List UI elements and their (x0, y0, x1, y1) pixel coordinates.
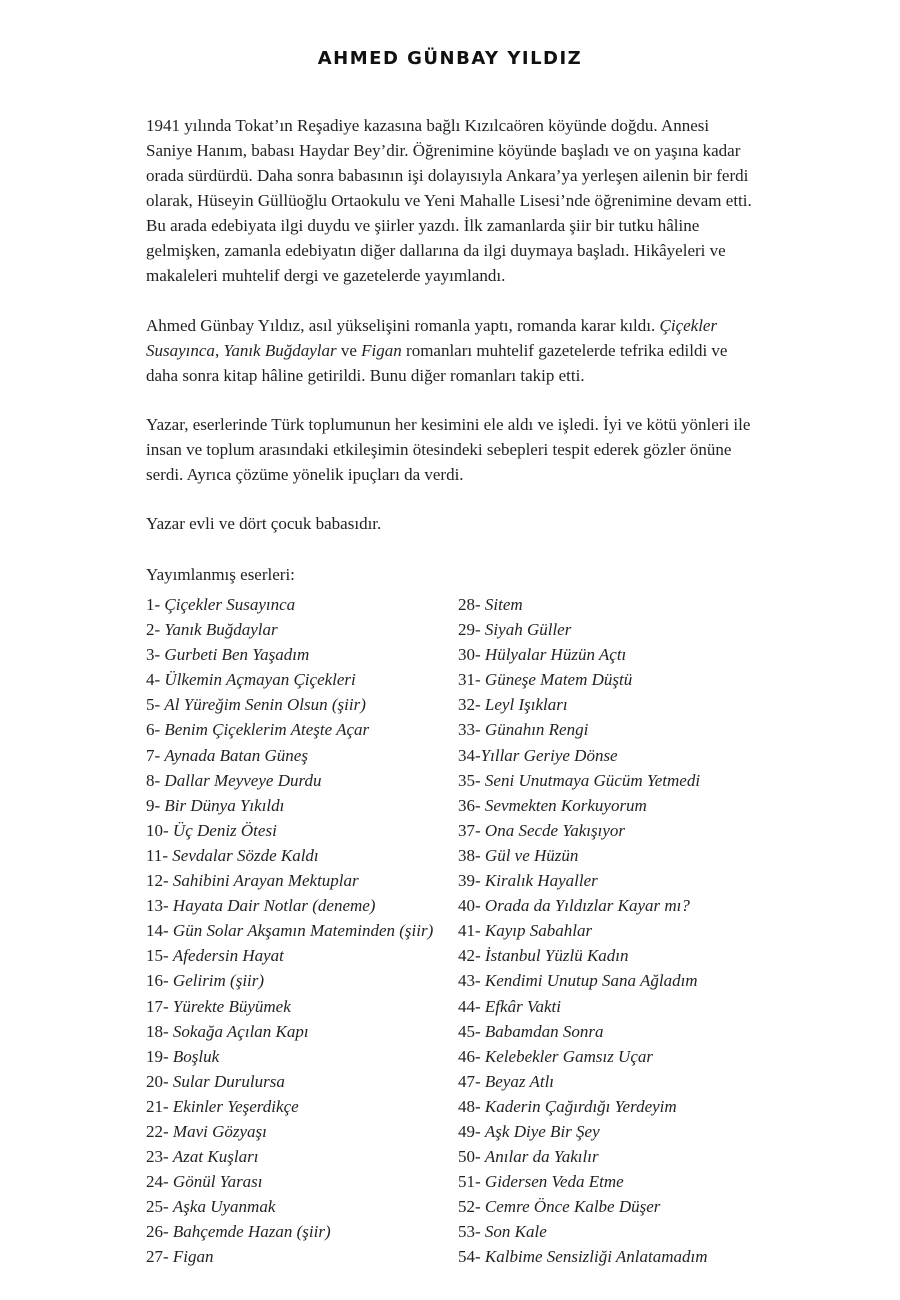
work-item (146, 893, 446, 918)
work-number: 15- (146, 946, 173, 966)
work-item (458, 1119, 778, 1144)
work-item (458, 692, 778, 717)
work-number: 48- (458, 1096, 485, 1116)
work-item (146, 717, 446, 742)
work-number: 47- (458, 1071, 485, 1091)
work-number: 10- (146, 820, 173, 840)
work-title: Aşk Diye Bir Şey (484, 1121, 600, 1141)
work-title: Al Yüreğim Senin Olsun (şiir) (164, 695, 366, 715)
work-item (458, 768, 778, 793)
work-number: 9- (146, 795, 165, 815)
work-item (146, 692, 446, 717)
work-item (458, 943, 778, 968)
work-title: Güneşe Matem Düştü (484, 670, 633, 690)
bio-p2-text-a: Ahmed Günbay Yıldız, asıl yükselişini romanla yaptı, romanda karar kıldı. (146, 316, 660, 335)
work-title: Günahın Rengi (484, 720, 589, 740)
work-number: 35- (458, 770, 485, 790)
work-item (458, 893, 778, 918)
work-title: Anılar da Yakılır (484, 1147, 599, 1167)
work-title: Hayata Dair Notlar (deneme) (172, 896, 376, 916)
work-title: Gönül Yarası (172, 1172, 263, 1192)
work-item (458, 1169, 778, 1194)
work-item (146, 617, 446, 642)
work-item (458, 793, 778, 818)
bio-p2-sep-2: ve (336, 341, 362, 360)
work-number: 7- (146, 745, 165, 765)
work-item (146, 994, 446, 1019)
work-number: 39- (458, 871, 485, 891)
work-number: 29- (458, 620, 485, 640)
work-title: Figan (172, 1247, 214, 1267)
work-title: Kalbime Sensizliği Anlatamadım (484, 1247, 708, 1267)
work-number: 23- (146, 1147, 173, 1167)
work-item (146, 1044, 446, 1069)
work-item (458, 818, 778, 843)
work-number: 6- (146, 720, 165, 740)
work-title: Boşluk (172, 1046, 220, 1066)
work-item (458, 1019, 778, 1044)
work-number: 40- (458, 896, 485, 916)
work-item (146, 1244, 446, 1269)
bio-p2-sep-1: , (214, 341, 224, 360)
work-number: 37- (458, 820, 485, 840)
work-item (146, 1094, 446, 1119)
work-title: Siyah Güller (484, 620, 572, 640)
work-number: 34- (458, 745, 481, 765)
work-title: Aynada Batan Güneş (164, 745, 308, 765)
work-title: Mavi Gözyaşı (172, 1121, 267, 1141)
work-number: 3- (146, 645, 165, 665)
work-title: Gül ve Hüzün (484, 845, 579, 865)
work-number: 24- (146, 1172, 173, 1192)
work-title: Hülyalar Hüzün Açtı (484, 645, 627, 665)
work-title: Gelirim (şiir) (172, 971, 265, 991)
work-item (146, 918, 446, 943)
work-item (458, 592, 778, 617)
work-title: Kendimi Unutup Sana Ağladım (484, 971, 698, 991)
work-item (146, 743, 446, 768)
work-title: Kelebekler Gamsız Uçar (484, 1046, 653, 1066)
work-title: Yanık Buğdaylar (164, 620, 278, 640)
work-title: Sokağa Açılan Kapı (172, 1021, 309, 1041)
work-item (146, 1194, 446, 1219)
work-item (146, 1069, 446, 1094)
work-title: Aşka Uyanmak (172, 1197, 276, 1217)
bio-paragraph-4: Yazar evli ve dört çocuk babasıdır. (146, 514, 382, 533)
work-number: 19- (146, 1046, 173, 1066)
work-item (146, 592, 446, 617)
work-number: 1- (146, 595, 165, 614)
work-title: Dallar Meyveye Durdu (164, 770, 322, 790)
works-heading: Yayımlanmış eserleri: (146, 565, 295, 584)
work-number: 31- (458, 670, 485, 690)
works-list-left (146, 592, 446, 1270)
work-number: 51- (458, 1172, 485, 1192)
work-item (458, 1069, 778, 1094)
work-item (458, 717, 778, 742)
works-list-right (458, 592, 778, 1270)
work-item (458, 1194, 778, 1219)
work-item (458, 1244, 778, 1269)
bio-paragraph-2 (146, 313, 758, 388)
work-number: 53- (458, 1222, 485, 1242)
work-title: Bahçemde Hazan (şiir) (172, 1222, 331, 1242)
work-number: 17- (146, 996, 173, 1016)
work-item (146, 968, 446, 993)
work-item (146, 868, 446, 893)
work-number: 2- (146, 620, 165, 640)
work-title: Çiçekler Susayınca (164, 595, 296, 614)
bio-p2-novel-3: Figan (361, 341, 402, 360)
work-title: Efkâr Vakti (484, 996, 561, 1016)
work-number: 4- (146, 670, 165, 690)
work-item (458, 968, 778, 993)
work-title: Ülkemin Açmayan Çiçekleri (164, 670, 356, 690)
page-title: AHMED GÜNBAY YILDIZ (317, 48, 583, 69)
work-title: Orada da Yıldızlar Kayar mı? (484, 896, 690, 916)
work-number: 16- (146, 971, 173, 991)
work-title: Kaderin Çağırdığı Yerdeyim (484, 1096, 677, 1116)
work-number: 21- (146, 1096, 173, 1116)
work-number: 22- (146, 1121, 173, 1141)
work-item (146, 818, 446, 843)
work-title: Sevdalar Sözde Kaldı (172, 845, 319, 865)
work-number: 8- (146, 770, 165, 790)
work-item (458, 617, 778, 642)
work-item (458, 1044, 778, 1069)
work-title: Benim Çiçeklerim Ateşte Açar (164, 720, 370, 740)
work-number: 38- (458, 845, 485, 865)
work-number: 46- (458, 1046, 485, 1066)
work-title: Seni Unutmaya Gücüm Yetmedi (484, 770, 701, 790)
work-title: Gurbeti Ben Yaşadım (164, 645, 310, 665)
work-item (146, 1219, 446, 1244)
work-title: Ona Secde Yakışıyor (484, 820, 625, 840)
work-number: 42- (458, 946, 485, 966)
bio-paragraph-1: 1941 yılında Tokat’ın Reşadiye kazasına bağlı Kızılcaören köyünde doğdu. Annesi Saniye Hanım, babası Haydar Bey’dir. Öğrenimine köyünde başladı ve on yaşına kadar orada sürdürdü. Daha sonra babasının işi dolayısıyla Ankara’ya yerleşen ailenin bir ferdi olarak, Hüseyin Güllüoğlu Ortaokulu ve Yeni Mahalle Lisesi’nde öğrenimine devam etti. Bu arada edebiyata ilgi duydu ve şiirler yazdı. İlk zamanlarda şiir bir tutku hâline gelmişken, zamanla edebiyatın diğer dallarına da ilgi duymaya başladı. Hikâyeleri ve makaleleri muhtelif dergi ve gazetelerde yayımlandı. (146, 116, 752, 285)
work-title: Leyl Işıkları (484, 695, 568, 715)
work-item (146, 642, 446, 667)
work-item (146, 843, 446, 868)
work-title: İstanbul Yüzlü Kadın (484, 946, 629, 966)
work-number: 52- (458, 1197, 485, 1217)
work-number: 50- (458, 1147, 485, 1167)
work-number: 43- (458, 971, 485, 991)
work-title: Beyaz Atlı (484, 1071, 555, 1091)
work-number: 14- (146, 921, 173, 941)
bio-p2-text-g: romanları muhtelif gazetelerde tefrika edildi ve daha sonra kitap hâline getirildi. Bunu diğer romanları takip etti. (146, 341, 728, 385)
work-number: 33- (458, 720, 485, 740)
work-item (458, 743, 778, 768)
work-item (146, 1144, 446, 1169)
work-number: 18- (146, 1021, 173, 1041)
work-number: 12- (146, 871, 173, 891)
work-title: Yıllar Geriye Dönse (480, 745, 618, 765)
bio-paragraph-3: Yazar, eserlerinde Türk toplumunun her kesimini ele aldı ve işledi. İyi ve kötü yönleri ile insan ve toplum arasındaki etkileşimin ötesindeki sebepleri tespit ederek gözler önüne serdi. Ayrıca çözüme yönelik ipuçları da verdi. (146, 415, 751, 484)
work-number: 11- (146, 845, 173, 865)
work-number: 20- (146, 1071, 173, 1091)
work-title: Afedersin Hayat (172, 946, 284, 966)
bio-p2-novel-2: Yanık Buğdaylar (223, 341, 337, 360)
work-title: Üç Deniz Ötesi (172, 820, 277, 840)
work-number: 27- (146, 1247, 173, 1267)
work-item (146, 943, 446, 968)
work-title: Gün Solar Akşamın Mateminden (şiir) (172, 921, 434, 941)
work-item (146, 1119, 446, 1144)
work-title: Bir Dünya Yıkıldı (164, 795, 285, 815)
work-number: 44- (458, 996, 485, 1016)
work-item (146, 768, 446, 793)
work-item (458, 1144, 778, 1169)
work-item (146, 1169, 446, 1194)
work-item (146, 793, 446, 818)
work-number: 13- (146, 896, 173, 916)
work-title: Kiralık Hayaller (484, 871, 598, 891)
work-number: 32- (458, 695, 485, 715)
work-number: 28- (458, 595, 485, 614)
work-number: 26- (146, 1222, 173, 1242)
work-title: Kayıp Sabahlar (484, 921, 593, 941)
work-number: 41- (458, 921, 485, 941)
work-title: Sevmekten Korkuyorum (484, 795, 647, 815)
work-item (458, 1219, 778, 1244)
work-title: Sitem (484, 595, 523, 614)
work-number: 54- (458, 1247, 485, 1267)
work-item (458, 642, 778, 667)
work-item (458, 868, 778, 893)
work-title: Gidersen Veda Etme (484, 1172, 624, 1192)
work-item (458, 1094, 778, 1119)
work-item (458, 918, 778, 943)
work-title: Azat Kuşları (172, 1147, 259, 1167)
work-title: Babamdan Sonra (484, 1021, 604, 1041)
work-title: Son Kale (484, 1222, 547, 1242)
work-number: 30- (458, 645, 485, 665)
work-number: 5- (146, 695, 165, 715)
work-item (458, 843, 778, 868)
work-item (146, 667, 446, 692)
work-number: 49- (458, 1121, 485, 1141)
work-title: Cemre Önce Kalbe Düşer (484, 1197, 661, 1217)
work-number: 36- (458, 795, 485, 815)
bio-p2-novel-1: Çiçekler Susayınca (146, 316, 718, 360)
work-item (458, 667, 778, 692)
work-title: Yürekte Büyümek (172, 996, 291, 1016)
work-item (458, 994, 778, 1019)
work-number: 25- (146, 1197, 173, 1217)
work-title: Sahibini Arayan Mektuplar (172, 871, 359, 891)
work-item (146, 1019, 446, 1044)
work-title: Ekinler Yeşerdikçe (172, 1096, 299, 1116)
work-number: 45- (458, 1021, 485, 1041)
work-title: Sular Durulursa (172, 1071, 285, 1091)
